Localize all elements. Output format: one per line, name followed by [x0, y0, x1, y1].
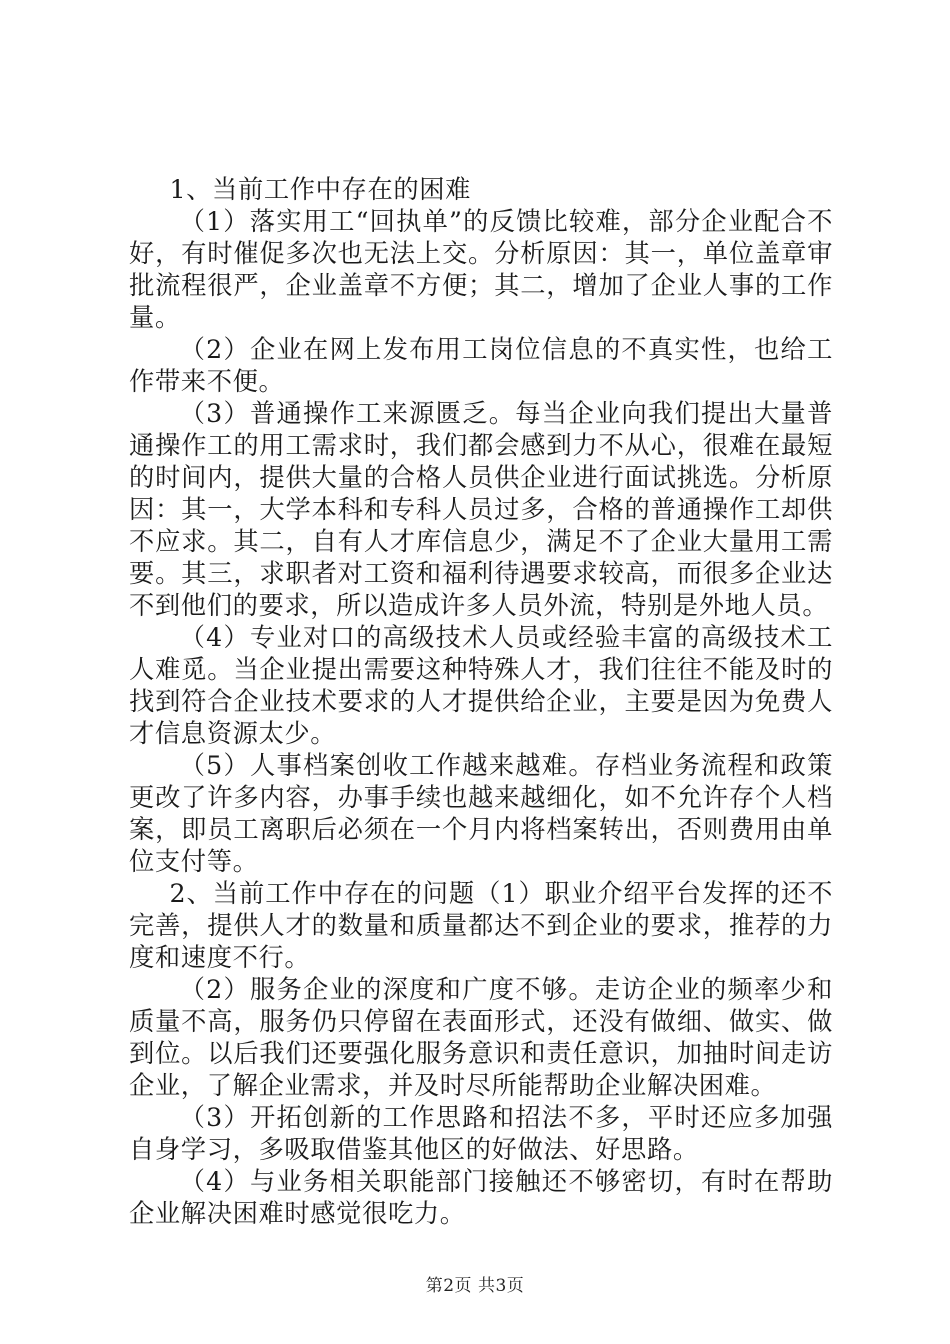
paragraph-difficulty-2: （2）企业在网上发布用工岗位信息的不真实性，也给工作带来不便。	[129, 335, 833, 396]
paragraph-difficulty-1: （1）落实用工“回执单”的反馈比较难，部分企业配合不好，有时催促多次也无法上交。分析原因：其一，单位盖章审批流程很严，企业盖章不方便；其二，增加了企业人事的工作量。	[129, 207, 833, 332]
paragraph-problem-2: （2）服务企业的深度和广度不够。走访企业的频率少和质量不高，服务仍只停留在表面形式，还没有做细、做实、做到位。以后我们还要强化服务意识和责任意识，加抽时间走访企业，了解企业需求，并及时尽所能帮助企业解决困难。	[129, 975, 833, 1100]
paragraph-difficulty-5: （5）人事档案创收工作越来越难。存档业务流程和政策更改了许多内容，办事手续也越来越细化，如不允许存个人档案，即员工离职后必须在一个月内将档案转出，否则费用由单位支付等。	[129, 751, 833, 876]
paragraph-difficulty-3: （3）普通操作工来源匮乏。每当企业向我们提出大量普通操作工的用工需求时，我们都会感到力不从心，很难在最短的时间内，提供大量的合格人员供企业进行面试挑选。分析原因：其一，大学本科和专科人员过多，合格的普通操作工却供不应求。其二，自有人才库信息少，满足不了企业大量用工需要。其三，求职者对工资和福利待遇要求较高，而很多企业达不到他们的要求，所以造成许多人员外流，特别是外地人员。	[129, 399, 833, 620]
section-heading-difficulties: 1、当前工作中存在的困难	[169, 175, 472, 204]
paragraph-problem-1: 2、当前工作中存在的问题（1）职业介绍平台发挥的还不完善，提供人才的数量和质量都达不到企业的要求，推荐的力度和速度不行。	[129, 879, 833, 972]
page-number-footer: 第2页 共3页	[425, 1276, 525, 1296]
paragraph-difficulty-4: （4）专业对口的高级技术人员或经验丰富的高级技术工人难觅。当企业提出需要这种特殊人才，我们往往不能及时的找到符合企业技术要求的人才提供给企业，主要是因为免费人才信息资源太少。	[129, 623, 833, 748]
paragraph-problem-4: （4）与业务相关职能部门接触还不够密切，有时在帮助企业解决困难时感觉很吃力。	[129, 1167, 833, 1228]
document-body	[129, 174, 833, 1230]
paragraph-problem-3: （3）开拓创新的工作思路和招法不多，平时还应多加强自身学习，多吸取借鉴其他区的好做法、好思路。	[129, 1103, 833, 1164]
